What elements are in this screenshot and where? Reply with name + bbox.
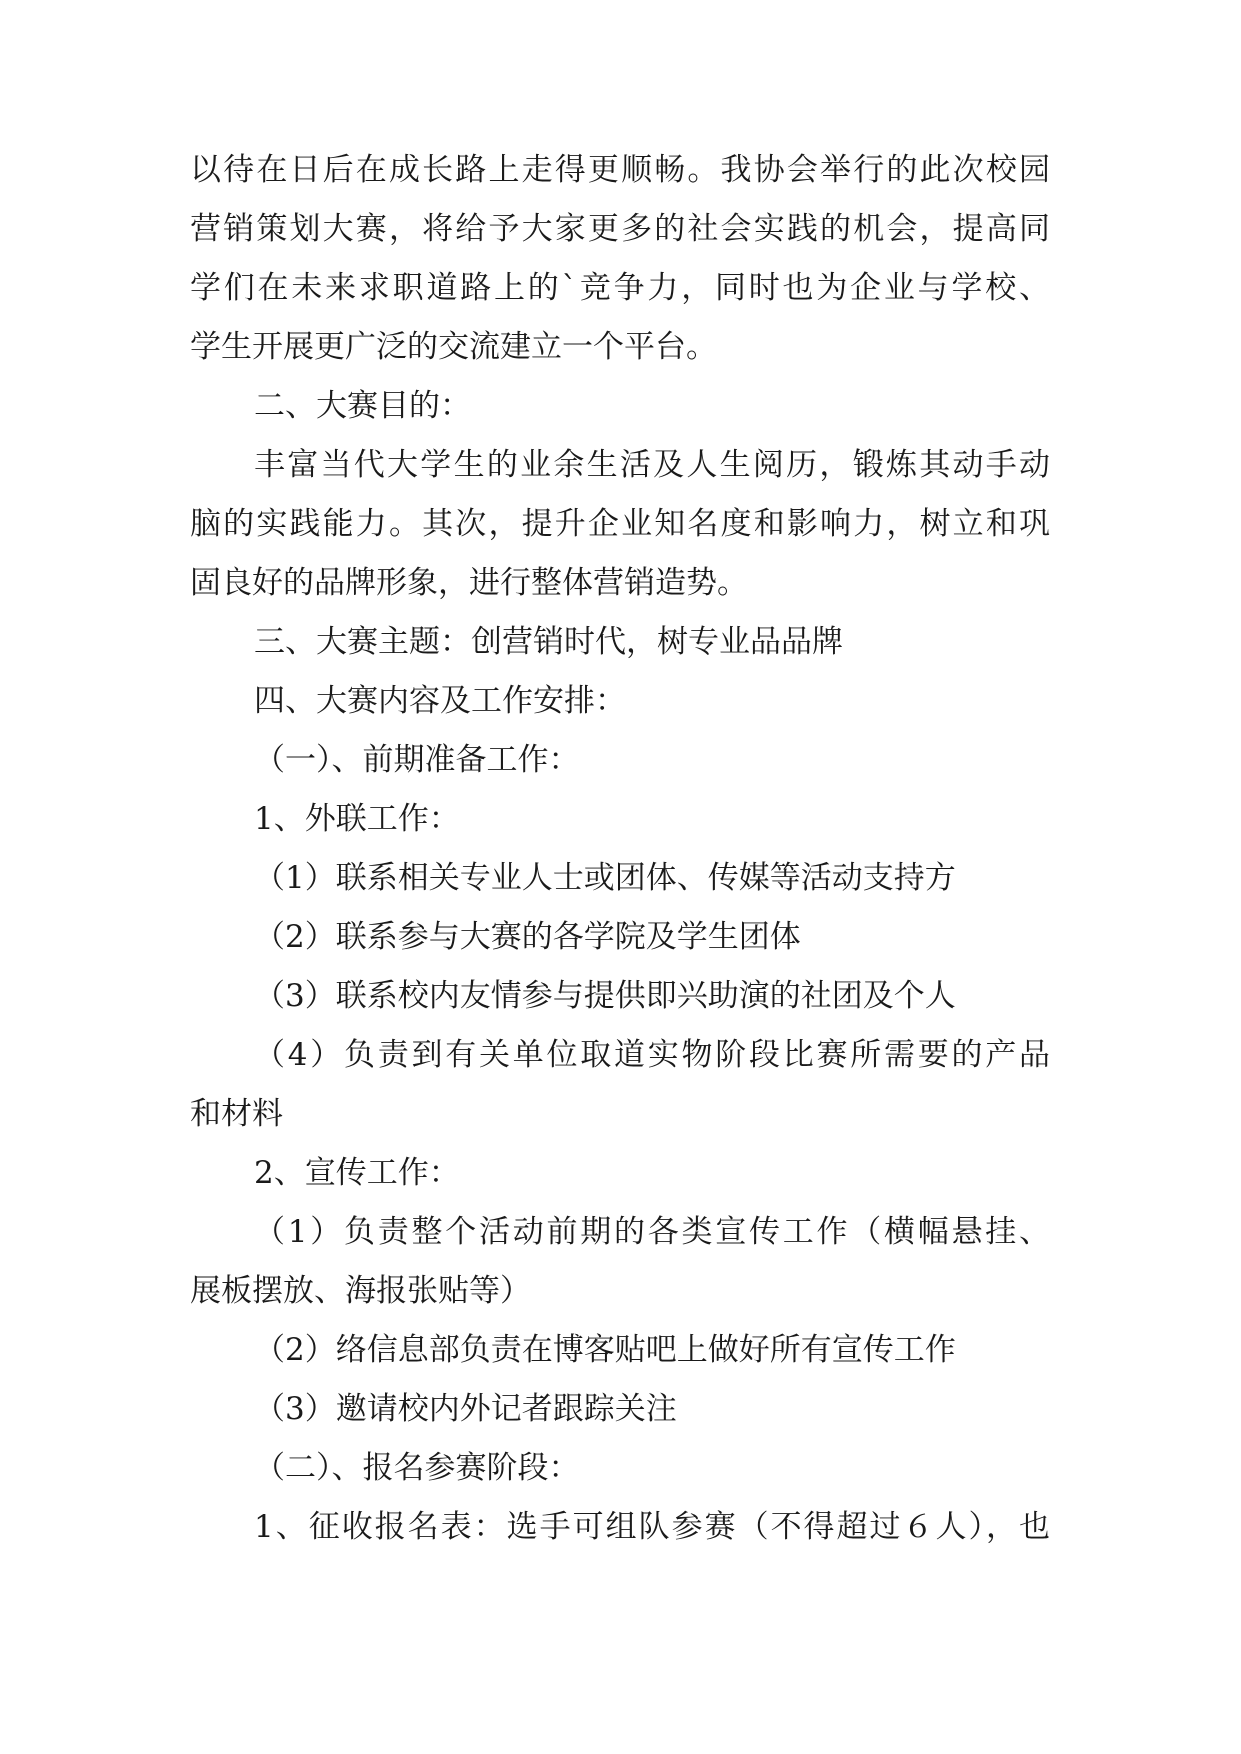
paragraph-line: 固良好的品牌形象，进行整体营销造势。: [190, 565, 748, 601]
list-item: （3）邀请校内外记者跟踪关注: [254, 1391, 677, 1427]
list-item-continuation: 展板摆放、海报张贴等）: [190, 1273, 531, 1309]
subsection-heading: 1、外联工作：: [254, 801, 460, 837]
paragraph-line: 1、征收报名表：选手可组队参赛（不得超过６人），也: [254, 1509, 1050, 1545]
list-item: （3）联系校内友情参与提供即兴助演的社团及个人: [254, 978, 956, 1014]
list-item: （1）联系相关专业人士或团体、传媒等活动支持方: [254, 860, 956, 896]
paragraph-line: 以待在日后在成长路上走得更顺畅。我协会举行的此次校园: [190, 152, 1050, 188]
list-item-continuation: 和材料: [190, 1096, 283, 1132]
section-heading: 三、大赛主题：创营销时代，树专业品品牌: [254, 624, 843, 660]
subsection-heading: （一）、前期准备工作：: [254, 742, 580, 778]
subsection-heading: （二）、报名参赛阶段：: [254, 1450, 580, 1486]
list-item: （2）络信息部负责在博客贴吧上做好所有宣传工作: [254, 1332, 956, 1368]
section-heading: 四、大赛内容及工作安排：: [254, 683, 626, 719]
list-item: （2）联系参与大赛的各学院及学生团体: [254, 919, 801, 955]
paragraph-line: 营销策划大赛，将给予大家更多的社会实践的机会，提高同: [190, 211, 1050, 247]
paragraph-line: 学生开展更广泛的交流建立一个平台。: [190, 329, 717, 365]
list-item: （1）负责整个活动前期的各类宣传工作（横幅悬挂、: [254, 1214, 1050, 1250]
list-item: （4）负责到有关单位取道实物阶段比赛所需要的产品: [254, 1037, 1050, 1073]
paragraph-line: 丰富当代大学生的业余生活及人生阅历，锻炼其动手动: [254, 447, 1050, 483]
paragraph-line: 脑的实践能力。其次，提升企业知名度和影响力，树立和巩: [190, 506, 1050, 542]
subsection-heading: 2、宣传工作：: [254, 1155, 460, 1191]
section-heading: 二、大赛目的：: [254, 388, 471, 424]
paragraph-line: 学们在未来求职道路上的`竞争力，同时也为企业与学校、: [190, 270, 1050, 306]
